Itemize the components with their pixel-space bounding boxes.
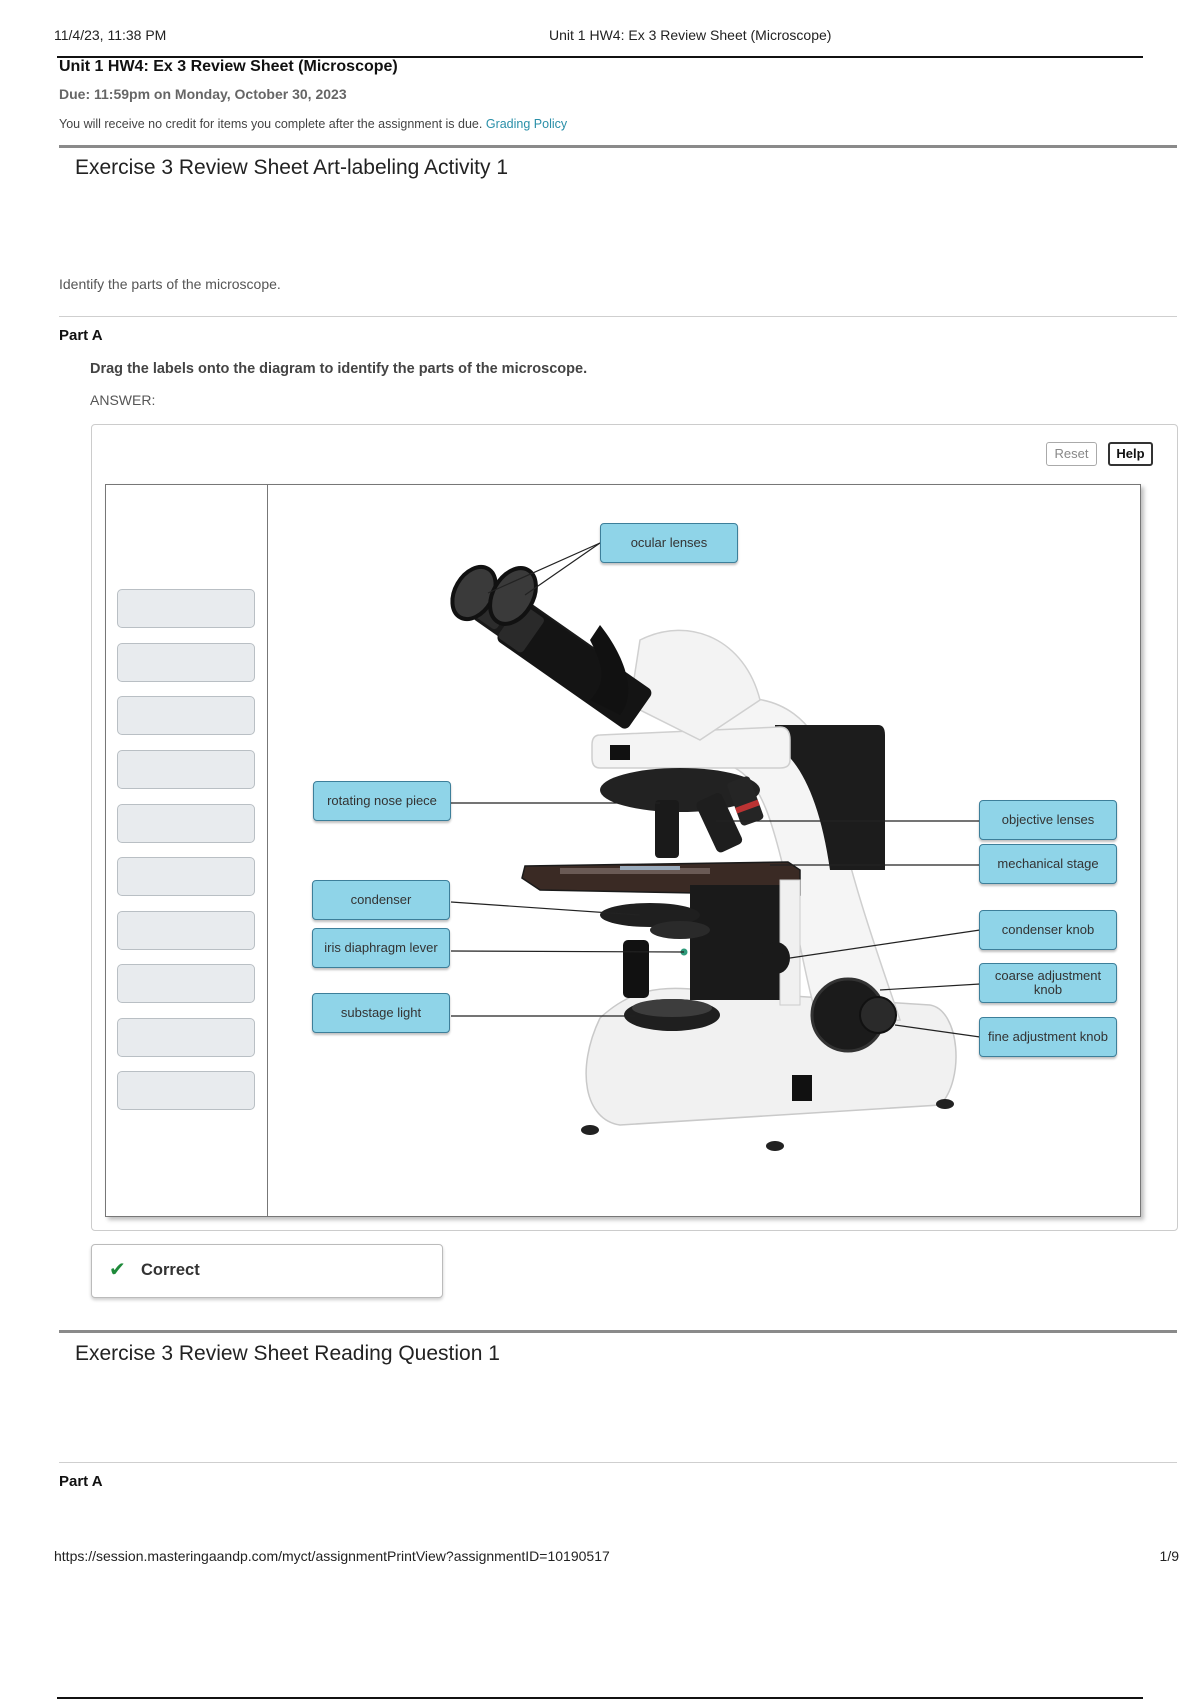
substage-light-lens [632,999,712,1017]
label-text: iris diaphragm lever [324,940,438,955]
label-text: substage light [340,1005,422,1020]
check-icon: ✔ [109,1259,126,1281]
reset-button[interactable]: Reset [1046,442,1097,466]
condenser-knob [762,942,790,974]
condenser-knob-stem [623,940,649,998]
assignment-title: Unit 1 HW4: Ex 3 Review Sheet (Microscope) [59,58,398,75]
item-title: Exercise 3 Review Sheet Art-labeling Activity 1 [75,156,509,179]
label-text-line: knob [1033,982,1063,997]
condenser-housing [650,921,710,939]
fine-adjustment-knob [860,997,896,1033]
leader-line-ocular-right [525,543,600,595]
label-text: mechanical stage [997,856,1099,871]
part-heading: Part A [59,1473,103,1490]
head-screw [610,745,630,760]
help-button[interactable]: Help [1108,442,1153,466]
grading-policy-link[interactable]: Grading Policy [485,117,568,131]
due-date: Due: 11:59pm on Monday, October 30, 2023 [59,86,347,102]
item-intro: Identify the parts of the microscope. [59,276,281,292]
late-notice-text: You will receive no credit for items you complete after the assignment is due. [59,117,483,131]
power-switch [792,1075,812,1101]
item-title: Exercise 3 Review Sheet Reading Question 1 [75,1342,500,1365]
answer-heading: ANSWER: [90,392,156,408]
label-text: condenser [350,892,412,907]
print-page-number: 1/9 [1159,1548,1179,1564]
footer-rule [57,1697,1143,1699]
base-foot [766,1141,784,1151]
leader-line-coarse-knob [880,984,980,990]
label-text: ocular lenses [630,535,708,550]
section-rule [59,1330,1177,1333]
divider [59,1462,1177,1463]
stage-column [780,880,800,1005]
leader-line-iris [451,951,684,952]
label-text-line: coarse adjustment [994,968,1102,983]
label-condenser[interactable] [312,880,450,920]
print-url: https://session.masteringaandp.com/myct/assignmentPrintView?assignmentID=10190517 [54,1548,610,1564]
feedback-text: Correct [141,1261,200,1279]
slide [620,866,680,870]
label-text: fine adjustment knob [988,1029,1108,1044]
print-page-title: Unit 1 HW4: Ex 3 Review Sheet (Microscope) [549,27,832,43]
leader-line-ocular-left [488,543,600,593]
objective-lens [655,800,679,858]
print-datetime: 11/4/23, 11:38 PM [54,27,167,43]
label-text: rotating nose piece [327,793,437,808]
label-ocular-lenses[interactable] [600,523,738,563]
label-substage-light[interactable] [312,993,450,1033]
base-foot [936,1099,954,1109]
label-condenser-knob[interactable] [979,910,1117,950]
label-rotating-nose-piece[interactable] [313,781,451,821]
label-text: condenser knob [1001,922,1095,937]
label-text [995,969,1101,997]
label-text: objective lenses [1001,812,1095,827]
label-coarse-adjustment-knob[interactable] [979,963,1117,1003]
part-heading: Part A [59,327,103,344]
label-mechanical-stage[interactable] [979,844,1117,884]
label-iris-diaphragm-lever[interactable] [312,928,450,968]
part-instruction: Drag the labels onto the diagram to identify the parts of the microscope. [90,361,588,377]
label-objective-lenses[interactable] [979,800,1117,840]
base-foot [581,1125,599,1135]
label-fine-adjustment-knob[interactable] [979,1017,1117,1057]
